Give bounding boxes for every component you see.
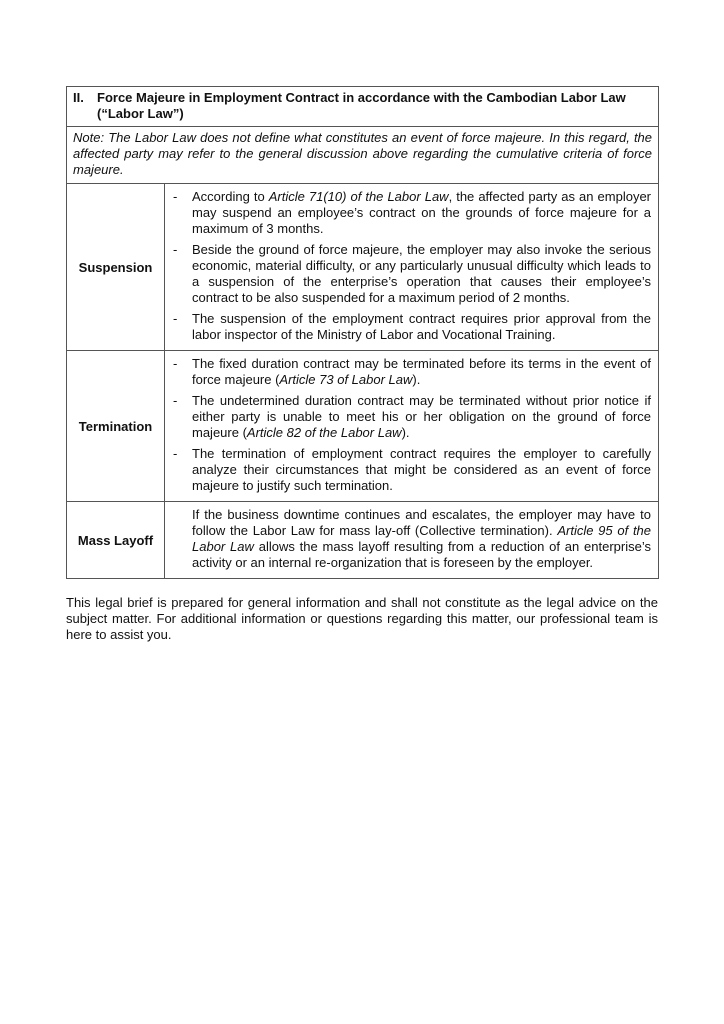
row-termination (67, 351, 659, 502)
bullet-text (192, 189, 651, 237)
list-item (171, 311, 651, 343)
text-run: ). (412, 372, 421, 387)
section-heading (73, 90, 652, 122)
force-majeure-table (66, 86, 659, 579)
section-title: Force Majeure in Employment Contract in accordance with the Cambodian Labor Law (“Labor Law”) (97, 90, 626, 121)
row-content-suspension (165, 184, 659, 351)
bullet-text (192, 356, 651, 388)
bullet-marker: - (173, 356, 178, 371)
section-heading-cell (67, 87, 659, 127)
row-suspension (67, 184, 659, 351)
text-run: ). (401, 425, 410, 440)
text-run: According to (192, 189, 269, 204)
disclaimer-paragraph: This legal brief is prepared for general information and shall not constitute as the legal advice on the subject matter. For additional information or questions regarding this matter, our professional team is here to assist you. (66, 595, 658, 642)
list-item (171, 393, 651, 441)
text-run: The undetermined duration contract may be terminated without prior notice if either party is unable to meet his or her obligation on the ground of force majeure ( (192, 393, 652, 440)
bullet-marker: - (173, 311, 178, 326)
list-item (171, 446, 651, 494)
text-run: The termination of employment contract requires the employer to carefully analyze their circumstances that might be considered as an event of force majeure to justify such termination. (192, 446, 652, 493)
text-run: The suspension of the employment contract requires prior approval from the labor inspector of the Ministry of Labor and Vocational Training. (192, 311, 652, 342)
section-note-row (67, 127, 659, 184)
suspension-bullet-list (171, 189, 651, 343)
bullet-marker: - (173, 242, 178, 257)
text-run: Beside the ground of force majeure, the employer may also invoke the serious economic, material difficulty, or any particularly unusual difficulty which leads to a suspension of the enterprise’s operation that causes their employee’s contract to be also suspended for a maximum period of 2 months. (192, 242, 652, 305)
section-note: Note: The Labor Law does not define what constitutes an event of force majeure. In this regard, the affected party may refer to the general discussion above regarding the cumulative criteria of force majeure. (67, 127, 659, 184)
row-label-mass-layoff: Mass Layoff (67, 502, 165, 579)
mass-layoff-paragraph (171, 507, 651, 571)
text-run: If the business downtime continues and escalates, the employer may have to follow the Labor Law for mass lay-off (Collective termination). (192, 507, 652, 538)
text-run: The fixed duration contract may be terminated before its terms in the event of force majeure ( (192, 356, 652, 387)
list-item (171, 356, 651, 388)
bullet-text (192, 311, 651, 343)
bullet-text (192, 393, 651, 441)
bullet-marker: - (173, 189, 178, 204)
bullet-text (192, 446, 651, 494)
bullet-marker: - (173, 446, 178, 461)
article-reference: Article 95 of the Labor Law (192, 523, 652, 554)
section-number: II. (73, 90, 84, 105)
text-run: , the affected party as an employer may suspend an employee’s contract on the grounds of force majeure for a maximum of 3 months. (192, 189, 652, 236)
row-content-termination (165, 351, 659, 502)
row-label-termination: Termination (67, 351, 165, 502)
article-reference: Article 73 of Labor Law (279, 372, 413, 387)
article-reference: Article 71(10) of the Labor Law (268, 189, 449, 204)
termination-bullet-list (171, 356, 651, 494)
bullet-text (192, 242, 651, 306)
row-mass-layoff (67, 502, 659, 579)
list-item (171, 242, 651, 306)
list-item (171, 189, 651, 237)
text-run: allows the mass layoff resulting from a reduction of an enterprise’s activity or an internal re-organization that is foreseen by the employer. (192, 539, 652, 570)
article-reference: Article 82 of the Labor Law (246, 425, 402, 440)
row-label-suspension: Suspension (67, 184, 165, 351)
section-heading-row (67, 87, 659, 127)
legal-brief-page (66, 86, 658, 643)
bullet-marker: - (173, 393, 178, 408)
row-content-mass-layoff (165, 502, 659, 579)
